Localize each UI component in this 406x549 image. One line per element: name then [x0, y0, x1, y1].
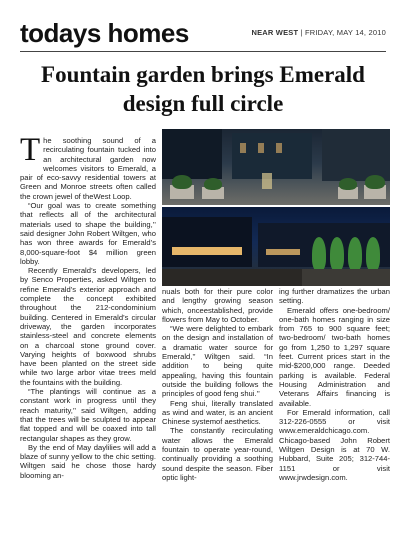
section-name: NEAR WEST — [251, 28, 299, 37]
building-left — [162, 217, 252, 267]
window-light — [258, 143, 264, 153]
issue-line — [251, 28, 386, 37]
building-center — [232, 133, 312, 179]
drop-cap: T — [20, 132, 41, 168]
arbor-vitae-tree — [348, 237, 362, 271]
article-paragraph: nuals both for their pure color and lengthy growing season which, onceestablished, provide flowers from May to October. — [162, 287, 273, 324]
article-paragraph: By the end of May daylilies will add a blaze of sunny yellow to the chic setting. Wiltgen said he chose those hardy blooming an- — [20, 442, 156, 480]
boxwood-shrub — [365, 175, 385, 189]
article-paragraph: The soothing sound of a recirculating fountain tucked into an architectural garden now welcomes visitors to Emerald, a pair of eco-savvy residential towers at Green and Monroe streets often called the crown jewel of theWest Loop. — [20, 132, 156, 201]
masthead — [20, 18, 386, 48]
article-paragraph: Recently Emerald’s developers, led by Senco Properties, asked Wiltgen to refine Emerald’s exterior approach and complete the concept exhibited throughout the 212-condominium building. Centered in Emerald’s circular driveway, the garden incorporates stainless-steel and concrete elements on a charcoal stone ground cover. Varying heights of boxwood shrubs have been planted on the street side while two large arbor vitae trees meld the fountains with the building. — [20, 266, 156, 387]
driveway — [162, 269, 302, 286]
planter-wall — [302, 269, 390, 286]
boxwood-shrub — [172, 175, 192, 189]
fountain-column — [262, 173, 272, 189]
article-paragraph: The constantly recirculating water allows the Emerald fountain to operate year-round, continually providing a soothing sound despite the season. Fiber optic light- — [162, 426, 273, 482]
window-light — [240, 143, 246, 153]
boxwood-shrub — [204, 178, 222, 190]
courtyard-day-photo — [162, 129, 390, 205]
boxwood-shrub — [339, 178, 357, 190]
building-right — [322, 129, 390, 181]
masthead-rule — [20, 51, 386, 52]
article-paragraph: Feng shui, literally translated as wind and water, is an ancient Chinese systemof aesthetics. — [162, 398, 273, 427]
building-left — [162, 129, 222, 179]
article-paragraph: Emerald offers one-bedroom/ one-bath homes ranging in size from 765 to 900 square feet; two-bedroom/ two-bath homes go from 1,250 to 1,297 square feet. Current prices start in the mid-$200,000 range. Deeded parking is available. Federal Housing Administration and Veterans Affairs financing is available. — [279, 305, 390, 408]
publication-logo: todays homes — [20, 18, 189, 48]
lobby-glow — [172, 247, 242, 255]
article-column-2 — [162, 287, 273, 482]
article-paragraph: “The plantings will continue as a constant work in progress until they reach maturity,’’ said Wiltgen, adding that the trees will be sculpted to appear flat topped and will be coaxed into tall rectangular shapes as they grow. — [20, 387, 156, 443]
window-light — [276, 143, 282, 153]
article-paragraph: “We were delighted to embark on the design and installation of a dramatic water source for Emerald,’’ Wiltgen said. “In addition to being quite appealing, having this fountain outside the building follows the principles of good feng shui.’’ — [162, 324, 273, 399]
issue-date: FRIDAY, MAY 14, 2010 — [305, 28, 386, 37]
arbor-vitae-tree — [312, 237, 326, 271]
lobby-glow — [266, 249, 300, 255]
courtyard-night-photo — [162, 207, 390, 286]
article-paragraph: “Our goal was to create something that reflects all of the architectural materials used to shape the building,’’ said designer John Robert Wiltgen, who has won three awards for Emerald’s 8,000-square-foot $4 million green lobby. — [20, 201, 156, 266]
article-paragraph: For Emerald information, call 312-226-0555 or visit www.emeraldchicago.com. Chicago-based John Robert Wiltgen Design is at 70 W. Hubbard, Suite 205; 312-744-1151 or visit www.jrwdesign.com. — [279, 407, 390, 482]
arbor-vitae-tree — [366, 237, 380, 271]
photo-stack — [162, 129, 390, 286]
article-column-3 — [279, 287, 390, 482]
issue-separator: | — [298, 28, 305, 37]
article-headline: Fountain garden brings Emerald design full circle — [41, 62, 365, 116]
article-paragraph: ing further dramatizes the urban setting. — [279, 287, 390, 306]
article-column-1 — [20, 132, 156, 480]
arbor-vitae-tree — [330, 237, 344, 271]
